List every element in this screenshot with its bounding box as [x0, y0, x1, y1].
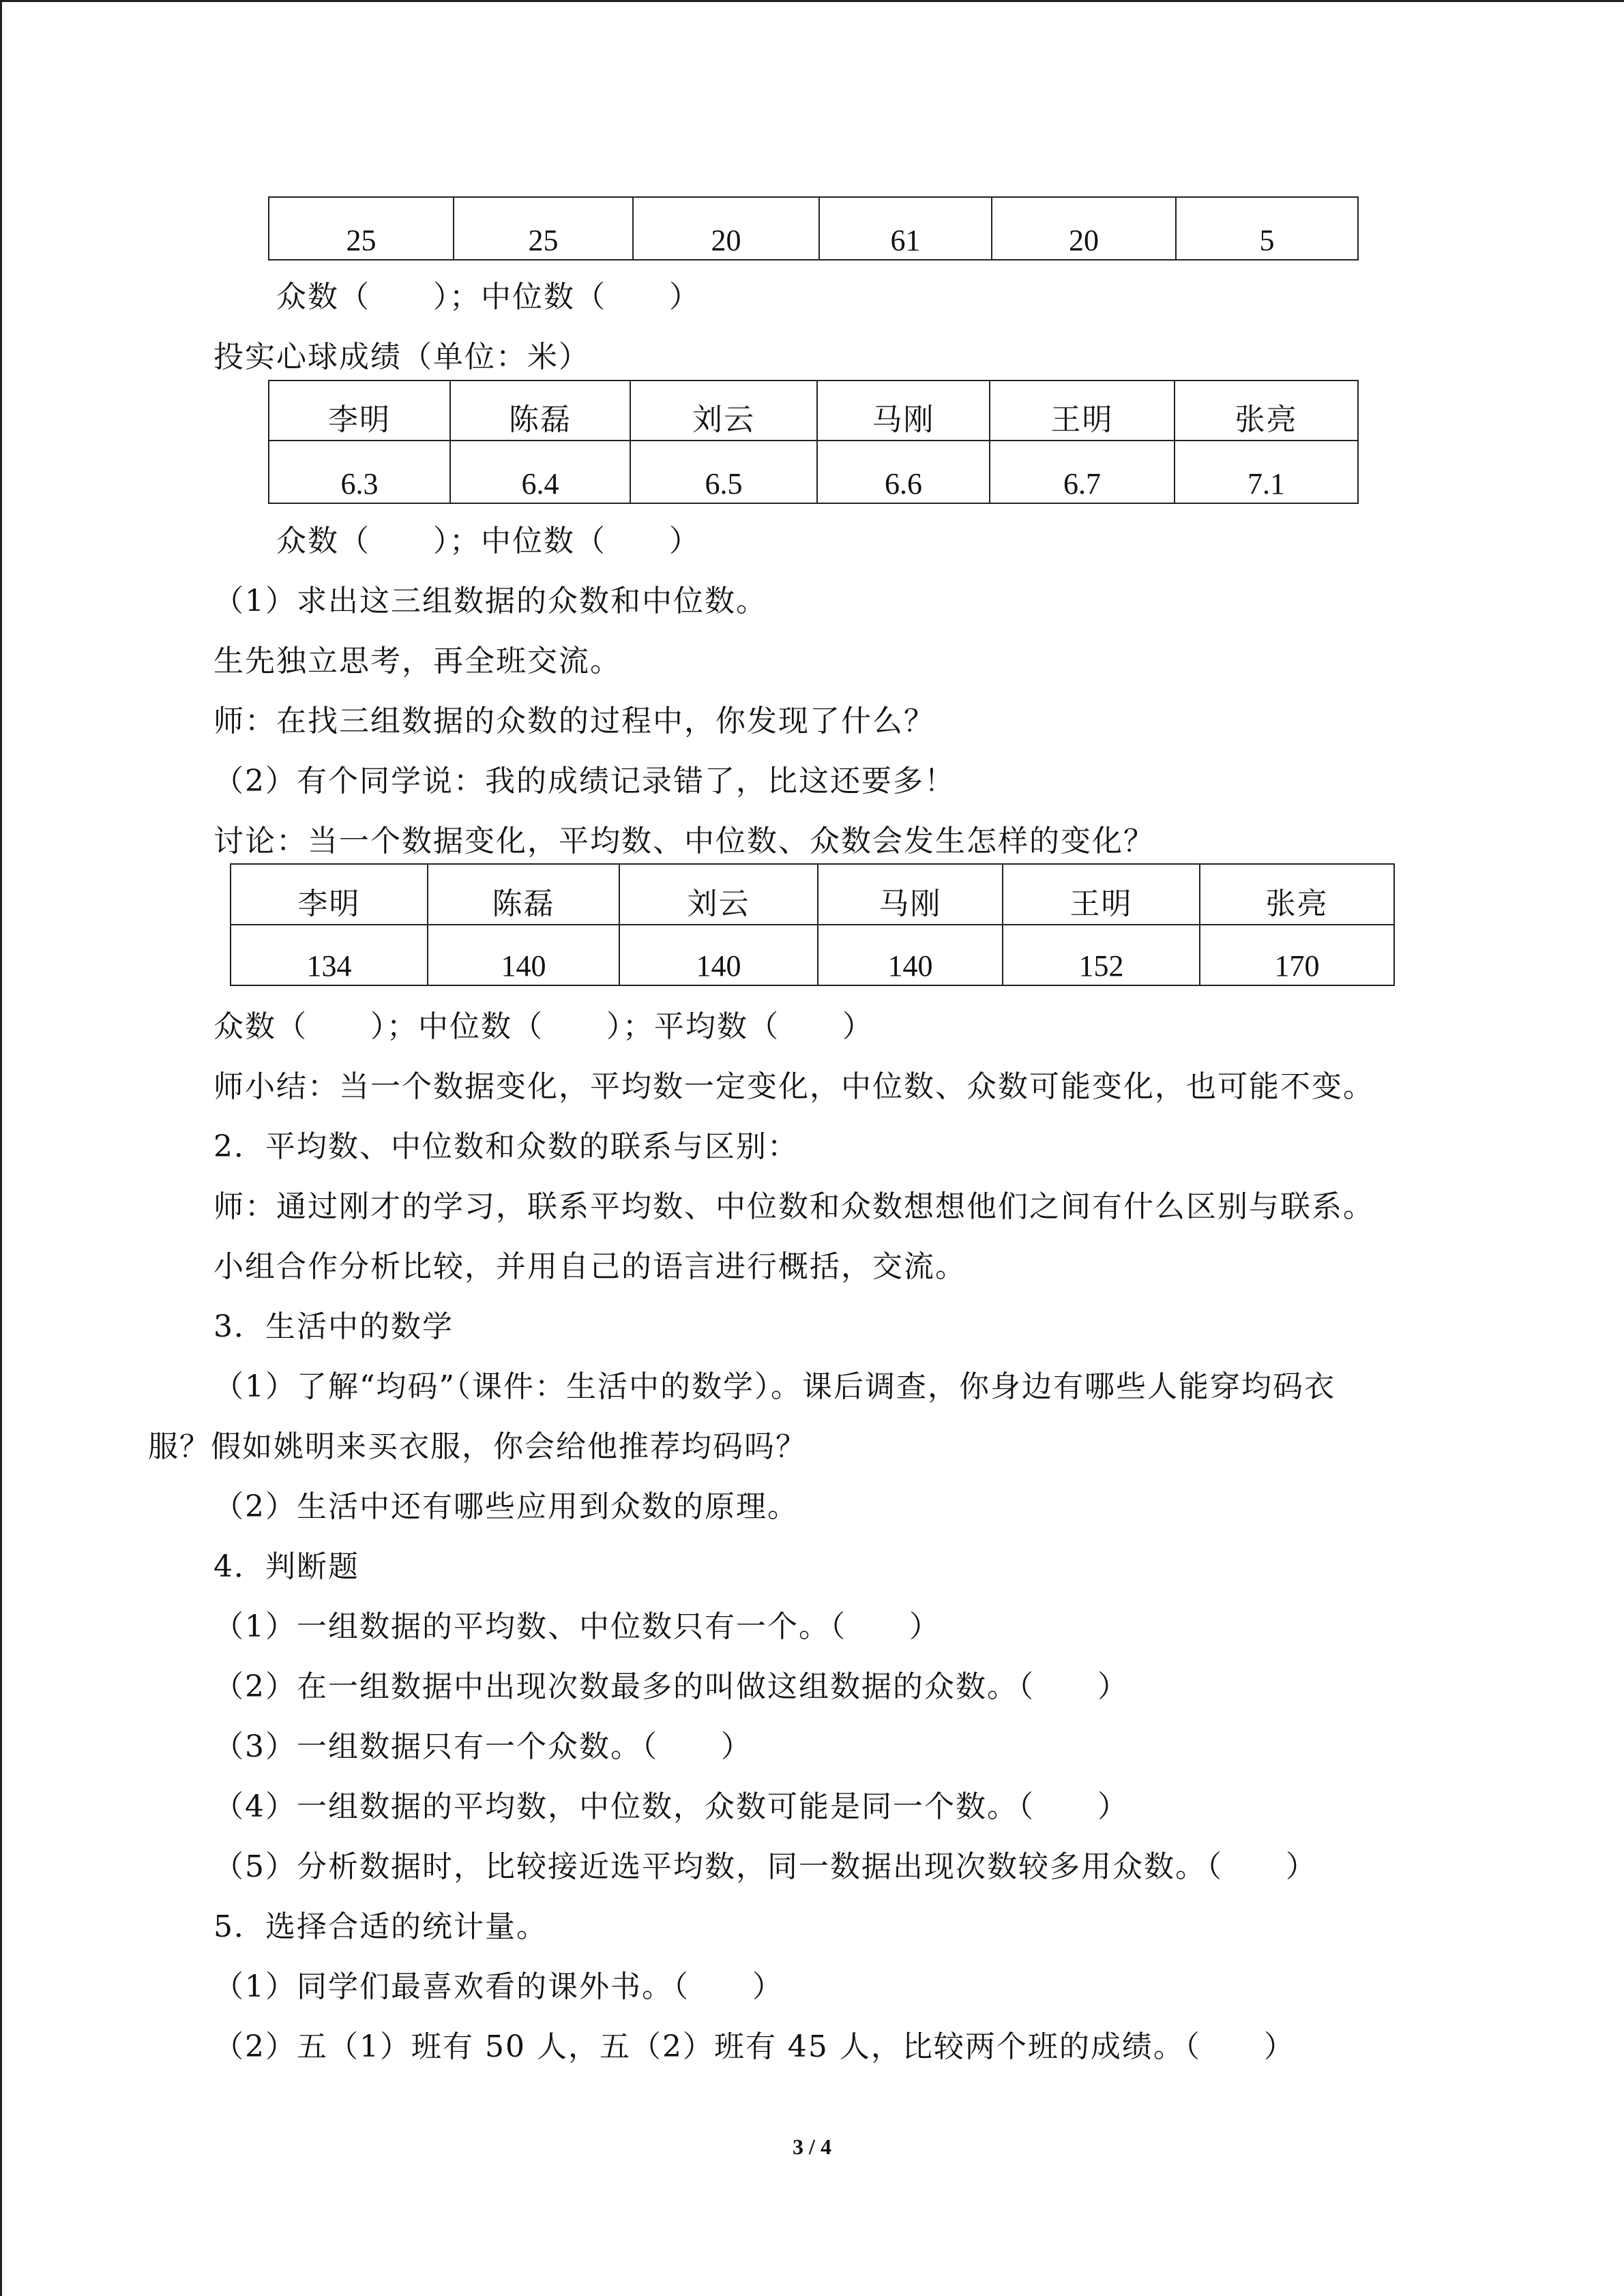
table-name-cell: 张亮: [1175, 381, 1358, 441]
table-value-cell: 140: [818, 925, 1003, 985]
paragraph-9a: （1）了解“均码”（课件：生活中的数学）。课后调查，你身边有哪些人能穿均码衣: [213, 1369, 1335, 1404]
paragraph-9b: 服？假如姚明来买衣服，你会给他推荐均码吗？: [148, 1429, 807, 1464]
table-name-cell: 陈磊: [450, 381, 630, 441]
choice-item-1: （1）同学们最喜欢看的课外书。（ ）: [213, 1969, 784, 2004]
judge-item-4: （4）一组数据的平均数，中位数，众数可能是同一个数。（ ）: [213, 1789, 1129, 1824]
paragraph-7: 师：通过刚才的学习，联系平均数、中位数和众数想想他们之间有什么区别与联系。: [213, 1189, 1374, 1224]
table-name-cell: 李明: [231, 864, 428, 925]
shot-put-title: 投实心球成绩（单位：米）: [213, 340, 590, 374]
table-value-cell: 6.5: [630, 441, 817, 503]
table-heights: [230, 863, 1395, 986]
table-name-cell: 陈磊: [428, 864, 619, 925]
paragraph-1: （1）求出这三组数据的众数和中位数。: [213, 584, 767, 618]
mode-median-question-1: 众数（ ）；中位数（ ）: [276, 280, 700, 314]
table-value-cell: 140: [428, 925, 619, 985]
table-name-cell: 刘云: [619, 864, 818, 925]
table-name-cell: 马刚: [818, 864, 1003, 925]
paragraph-4: （2）有个同学说：我的成绩记录错了，比这还要多！: [213, 764, 956, 799]
table-value-cell: 140: [619, 925, 818, 985]
judge-item-2: （2）在一组数据中出现次数最多的叫做这组数据的众数。（ ）: [213, 1669, 1129, 1704]
choice-item-2: （2）五（1）班有 50 人，五（2）班有 45 人，比较两个班的成绩。（ ）: [213, 2029, 1295, 2064]
section-4-title: 4．判断题: [213, 1549, 359, 1584]
table-value-cell: 134: [231, 925, 428, 985]
mode-median-mean-question: 众数（ ）；中位数（ ）；平均数（ ）: [213, 1009, 874, 1044]
table-name-cell: 王明: [990, 381, 1175, 441]
paragraph-6: 师小结：当一个数据变化，平均数一定变化，中位数、众数可能变化，也可能不变。: [213, 1069, 1374, 1104]
table-value-cell: 170: [1200, 925, 1394, 985]
table-name-cell: 张亮: [1200, 864, 1394, 925]
paragraph-8: 小组合作分析比较，并用自己的语言进行概括，交流。: [213, 1249, 966, 1284]
table-name-cell: 李明: [269, 381, 450, 441]
table-1-value: 25: [454, 197, 633, 260]
mode-median-question-2: 众数（ ）；中位数（ ）: [276, 524, 700, 558]
table-1-value: 20: [633, 197, 819, 260]
section-2-title: 2．平均数、中位数和众数的联系与区别：: [213, 1129, 799, 1164]
table-value-cell: 152: [1003, 925, 1200, 985]
table-value-cell: 7.1: [1175, 441, 1358, 503]
table-value-cell: 6.6: [817, 441, 990, 503]
table-value-cell: 6.3: [269, 441, 450, 503]
table-name-cell: 王明: [1003, 864, 1200, 925]
paragraph-3: 师：在找三组数据的众数的过程中，你发现了什么？: [213, 704, 935, 739]
judge-item-5: （5）分析数据时，比较接近选平均数，同一数据出现次数较多用众数。（ ）: [213, 1849, 1317, 1884]
table-1-value: 20: [992, 197, 1176, 260]
table-1-value: 25: [269, 197, 454, 260]
judge-item-1: （1）一组数据的平均数、中位数只有一个。（ ）: [213, 1609, 941, 1644]
page-number: 3 / 4: [793, 2134, 831, 2159]
judge-item-3: （3）一组数据只有一个众数。（ ）: [213, 1729, 752, 1764]
table-name-cell: 马刚: [817, 381, 990, 441]
paragraph-2: 生先独立思考，再全班交流。: [213, 644, 621, 679]
section-5-title: 5．选择合适的统计量。: [213, 1909, 548, 1944]
table-1: [268, 196, 1359, 260]
paragraph-10: （2）生活中还有哪些应用到众数的原理。: [213, 1489, 799, 1524]
table-value-cell: 6.7: [990, 441, 1175, 503]
table-name-cell: 刘云: [630, 381, 817, 441]
table-value-cell: 6.4: [450, 441, 630, 503]
table-1-value: 5: [1176, 197, 1358, 260]
table-shot-put: [268, 380, 1359, 504]
section-3-title: 3．生活中的数学: [213, 1309, 454, 1344]
table-1-value: 61: [819, 197, 992, 260]
paragraph-5: 讨论：当一个数据变化，平均数、中位数、众数会发生怎样的变化？: [213, 824, 1155, 859]
